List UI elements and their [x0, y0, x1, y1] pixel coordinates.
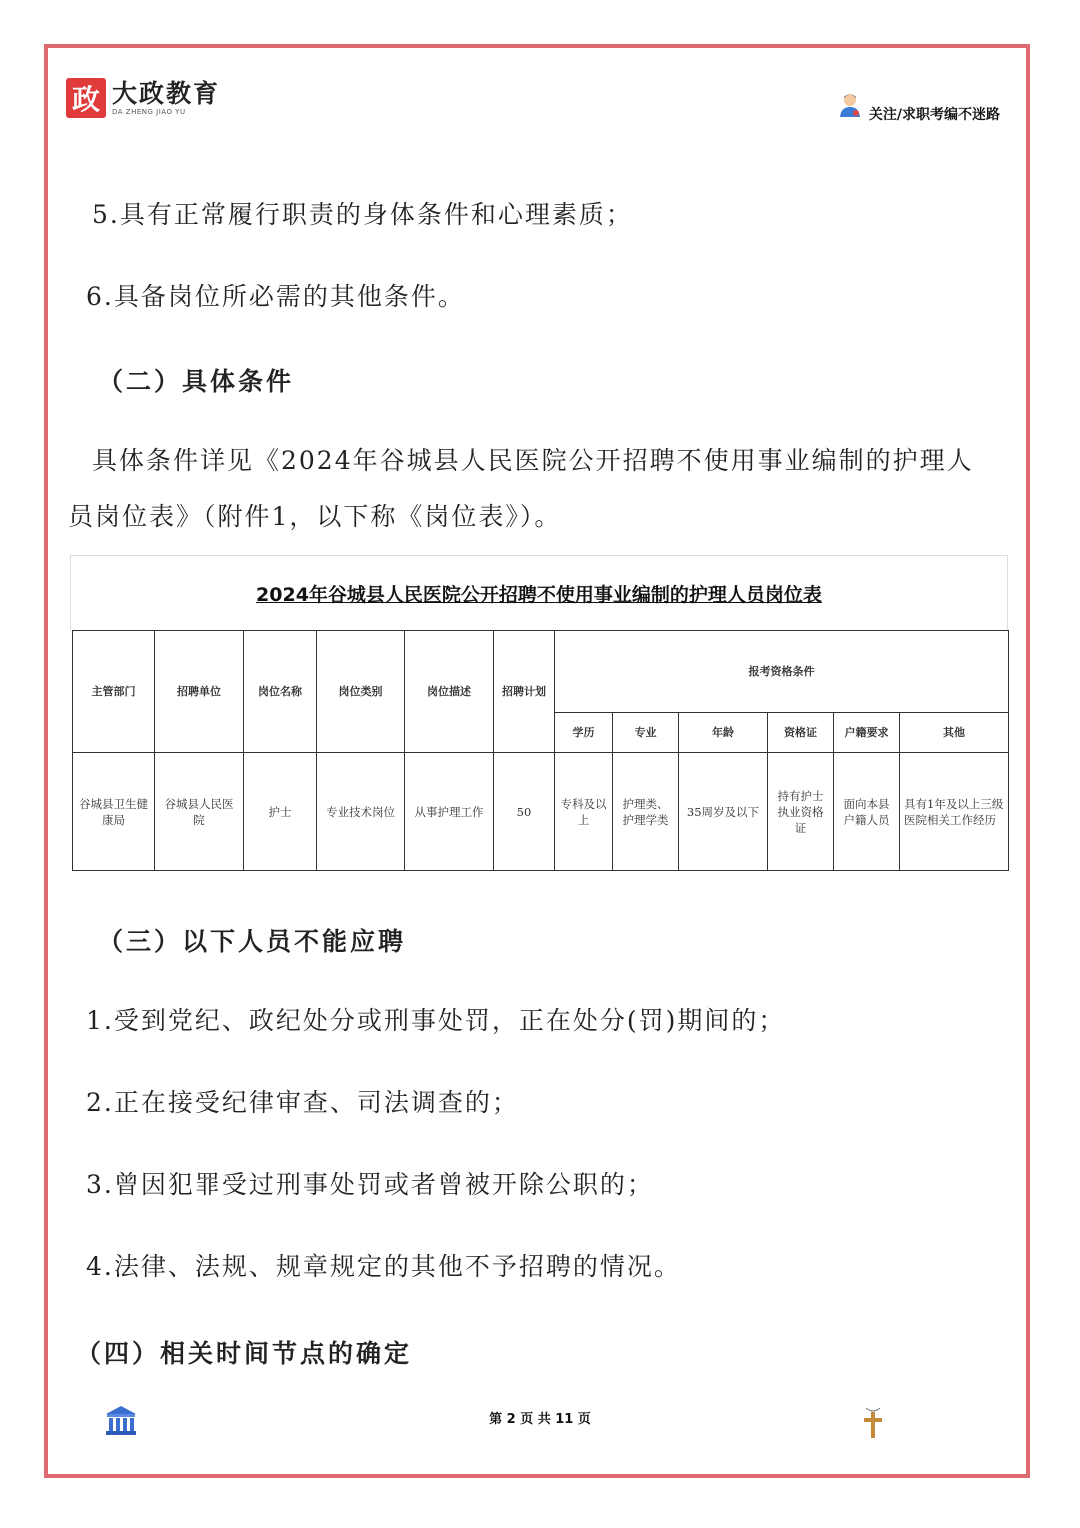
th-edu: 学历 — [555, 713, 613, 753]
header-slogan — [839, 92, 1000, 122]
th-unit: 招聘单位 — [155, 631, 244, 753]
section-heading-3: （三）以下人员不能应聘 — [98, 927, 407, 956]
cell-hukou: 面向本县户籍人员 — [834, 753, 900, 871]
cell-post: 护士 — [244, 753, 317, 871]
logo-title: 大政教育 — [112, 79, 221, 108]
cell-dept: 谷城县卫生健康局 — [73, 753, 155, 871]
th-plan: 招聘计划 — [494, 631, 555, 753]
restriction-3: 3.曾因犯罪受过刑事处罚或者曾被开除公职的； — [86, 1170, 654, 1199]
detail-text-line1: 具体条件详见《2024年谷城县人民医院公开招聘不使用事业编制的护理人 — [92, 446, 974, 475]
th-cert: 资格证 — [768, 713, 834, 753]
cross-icon — [862, 1406, 884, 1444]
restriction-4: 4.法律、法规、规章规定的其他不予招聘的情况。 — [86, 1252, 681, 1281]
logo-subtitle: DA ZHENG JIAO YU — [112, 108, 186, 116]
th-other: 其他 — [900, 713, 1009, 753]
cell-unit: 谷城县人民医院 — [155, 753, 244, 871]
cell-major: 护理类、护理学类 — [613, 753, 679, 871]
cell-cert: 持有护士执业资格证 — [768, 753, 834, 871]
th-qualifications: 报考资格条件 — [555, 631, 1009, 713]
requirement-5: 5.具有正常履行职责的身体条件和心理素质； — [92, 200, 633, 229]
th-category: 岗位类别 — [317, 631, 405, 753]
restriction-2: 2.正在接受纪律审查、司法调查的； — [86, 1088, 519, 1117]
logo-mark: 政 — [66, 78, 106, 118]
cell-age: 35周岁及以下 — [679, 753, 768, 871]
slogan-text: 关注/求职考编不迷路 — [868, 107, 1000, 123]
table-title: 2024年谷城县人民医院公开招聘不使用事业编制的护理人员岗位表 — [256, 583, 822, 606]
th-hukou: 户籍要求 — [834, 713, 900, 753]
section-heading-2: （二）具体条件 — [98, 367, 295, 396]
person-icon — [839, 92, 861, 122]
th-major: 专业 — [613, 713, 679, 753]
cell-desc: 从事护理工作 — [405, 753, 494, 871]
th-post: 岗位名称 — [244, 631, 317, 753]
cell-category: 专业技术岗位 — [317, 753, 405, 871]
page-number: 第 2 页 共 11 页 — [489, 1412, 591, 1427]
cell-plan: 50 — [494, 753, 555, 871]
th-desc: 岗位描述 — [405, 631, 494, 753]
cell-edu: 专科及以上 — [555, 753, 613, 871]
section-heading-4: （四）相关时间节点的确定 — [76, 1339, 413, 1368]
requirement-6: 6.具备岗位所必需的其他条件。 — [86, 282, 465, 311]
logo — [66, 78, 220, 118]
th-age: 年龄 — [679, 713, 768, 753]
restriction-1: 1.受到党纪、政纪处分或刑事处罚，正在处分(罚)期间的； — [86, 1006, 786, 1035]
detail-text-line2: 员岗位表》（附件1，以下称《岗位表》）。 — [68, 502, 562, 531]
th-dept: 主管部门 — [73, 631, 155, 753]
cell-other: 具有1年及以上三级医院相关工作经历 — [900, 753, 1009, 871]
table-row — [73, 753, 1009, 871]
position-table — [70, 555, 1008, 871]
